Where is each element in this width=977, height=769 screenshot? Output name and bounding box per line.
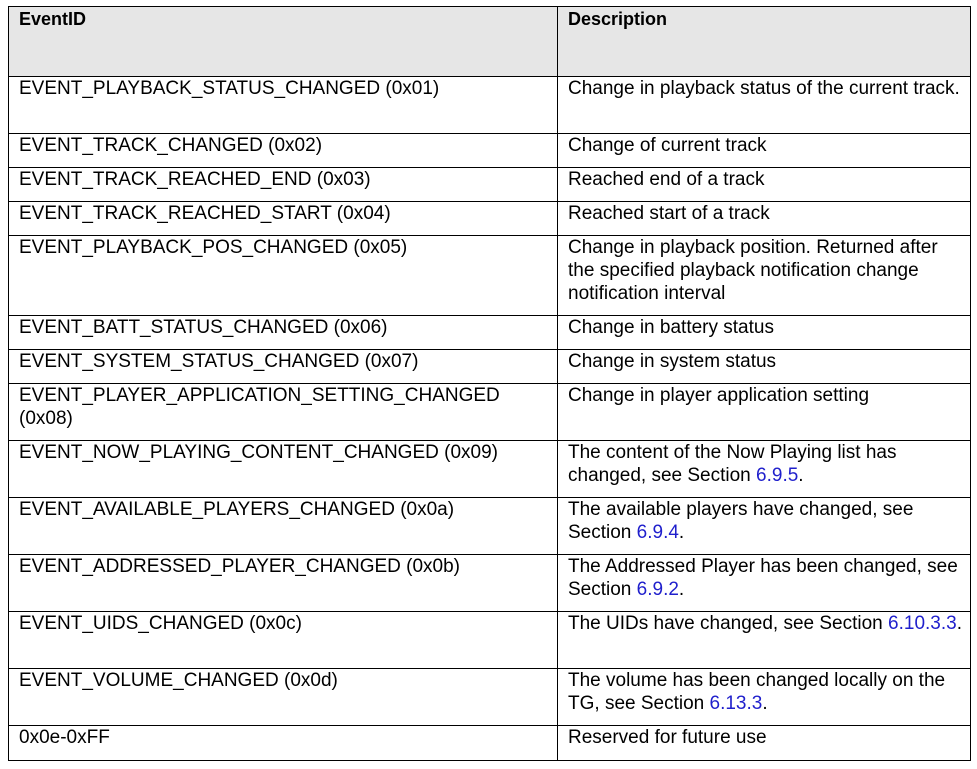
section-link[interactable]: 6.10.3.3: [888, 613, 957, 634]
event-id-cell: EVENT_TRACK_CHANGED (0x02): [9, 134, 558, 168]
section-link[interactable]: 6.13.3: [709, 693, 763, 714]
sentence-period: .: [762, 693, 768, 714]
event-id-cell: EVENT_NOW_PLAYING_CONTENT_CHANGED (0x09): [9, 441, 558, 498]
event-id-cell: EVENT_ADDRESSED_PLAYER_CHANGED (0x0b): [9, 555, 558, 612]
section-link[interactable]: 6.9.2: [636, 579, 679, 600]
event-id-cell: EVENT_PLAYER_APPLICATION_SETTING_CHANGED (0x08): [9, 384, 558, 441]
column-header-description: Description: [558, 7, 971, 77]
description-text: Change in system status: [568, 351, 777, 372]
sentence-period: .: [678, 579, 685, 600]
table-row: [9, 350, 971, 384]
table-row: [9, 612, 971, 669]
table-header-row: [9, 7, 971, 77]
description-cell: [558, 612, 971, 669]
sentence-period: .: [678, 522, 685, 543]
table-row: [9, 236, 971, 316]
column-header-eventid: EventID: [9, 7, 558, 77]
description-text: Change in playback position. Returned after the specified playback notification change notification interval: [568, 237, 938, 304]
description-text: Change in player application setting: [568, 385, 870, 406]
description-text: The volume has been changed locally on the TG, see Section: [568, 670, 946, 714]
description-text: The available players have changed, see Section: [568, 499, 914, 543]
table-row: [9, 202, 971, 236]
table-row: [9, 384, 971, 441]
event-id-cell: EVENT_BATT_STATUS_CHANGED (0x06): [9, 316, 558, 350]
description-text: Reached start of a track: [568, 203, 770, 224]
table-row: [9, 441, 971, 498]
table-row: [9, 168, 971, 202]
description-cell: [558, 168, 971, 202]
event-id-cell: EVENT_SYSTEM_STATUS_CHANGED (0x07): [9, 350, 558, 384]
table-row: [9, 77, 971, 134]
description-cell: [558, 350, 971, 384]
table-row: [9, 726, 971, 761]
sentence-period: .: [956, 613, 962, 634]
description-text: Reached end of a track: [568, 169, 765, 190]
description-cell: [558, 236, 971, 316]
table-row: [9, 555, 971, 612]
description-text: Reserved for future use: [568, 727, 767, 748]
sentence-period: .: [798, 465, 804, 486]
table-row: [9, 134, 971, 168]
description-cell: [558, 555, 971, 612]
event-id-cell: EVENT_UIDS_CHANGED (0x0c): [9, 612, 558, 669]
event-id-cell: EVENT_PLAYBACK_STATUS_CHANGED (0x01): [9, 77, 558, 134]
description-cell: [558, 134, 971, 168]
event-id-cell: EVENT_AVAILABLE_PLAYERS_CHANGED (0x0a): [9, 498, 558, 555]
event-id-cell: EVENT_VOLUME_CHANGED (0x0d): [9, 669, 558, 726]
description-text: The content of the Now Playing list has changed, see Section: [568, 442, 897, 486]
description-cell: [558, 316, 971, 350]
description-cell: [558, 498, 971, 555]
section-link[interactable]: 6.9.4: [636, 522, 679, 543]
table-row: [9, 316, 971, 350]
description-text: The Addressed Player has been changed, see Section: [568, 556, 958, 600]
table-row: [9, 669, 971, 726]
description-cell: [558, 384, 971, 441]
table-body: [9, 77, 971, 761]
description-text: Change in battery status: [568, 317, 774, 338]
description-text: Change in playback status of the current track.: [568, 78, 960, 99]
event-id-table: [8, 6, 971, 761]
event-id-cell: EVENT_TRACK_REACHED_END (0x03): [9, 168, 558, 202]
description-cell: [558, 669, 971, 726]
description-cell: [558, 441, 971, 498]
description-text: The UIDs have changed, see Section: [568, 613, 889, 634]
event-id-cell: EVENT_PLAYBACK_POS_CHANGED (0x05): [9, 236, 558, 316]
description-cell: [558, 726, 971, 761]
description-text: Change of current track: [568, 135, 767, 156]
description-cell: [558, 202, 971, 236]
section-link[interactable]: 6.9.5: [756, 465, 799, 486]
description-cell: [558, 77, 971, 134]
event-id-cell: 0x0e-0xFF: [9, 726, 558, 761]
event-id-cell: EVENT_TRACK_REACHED_START (0x04): [9, 202, 558, 236]
table-row: [9, 498, 971, 555]
